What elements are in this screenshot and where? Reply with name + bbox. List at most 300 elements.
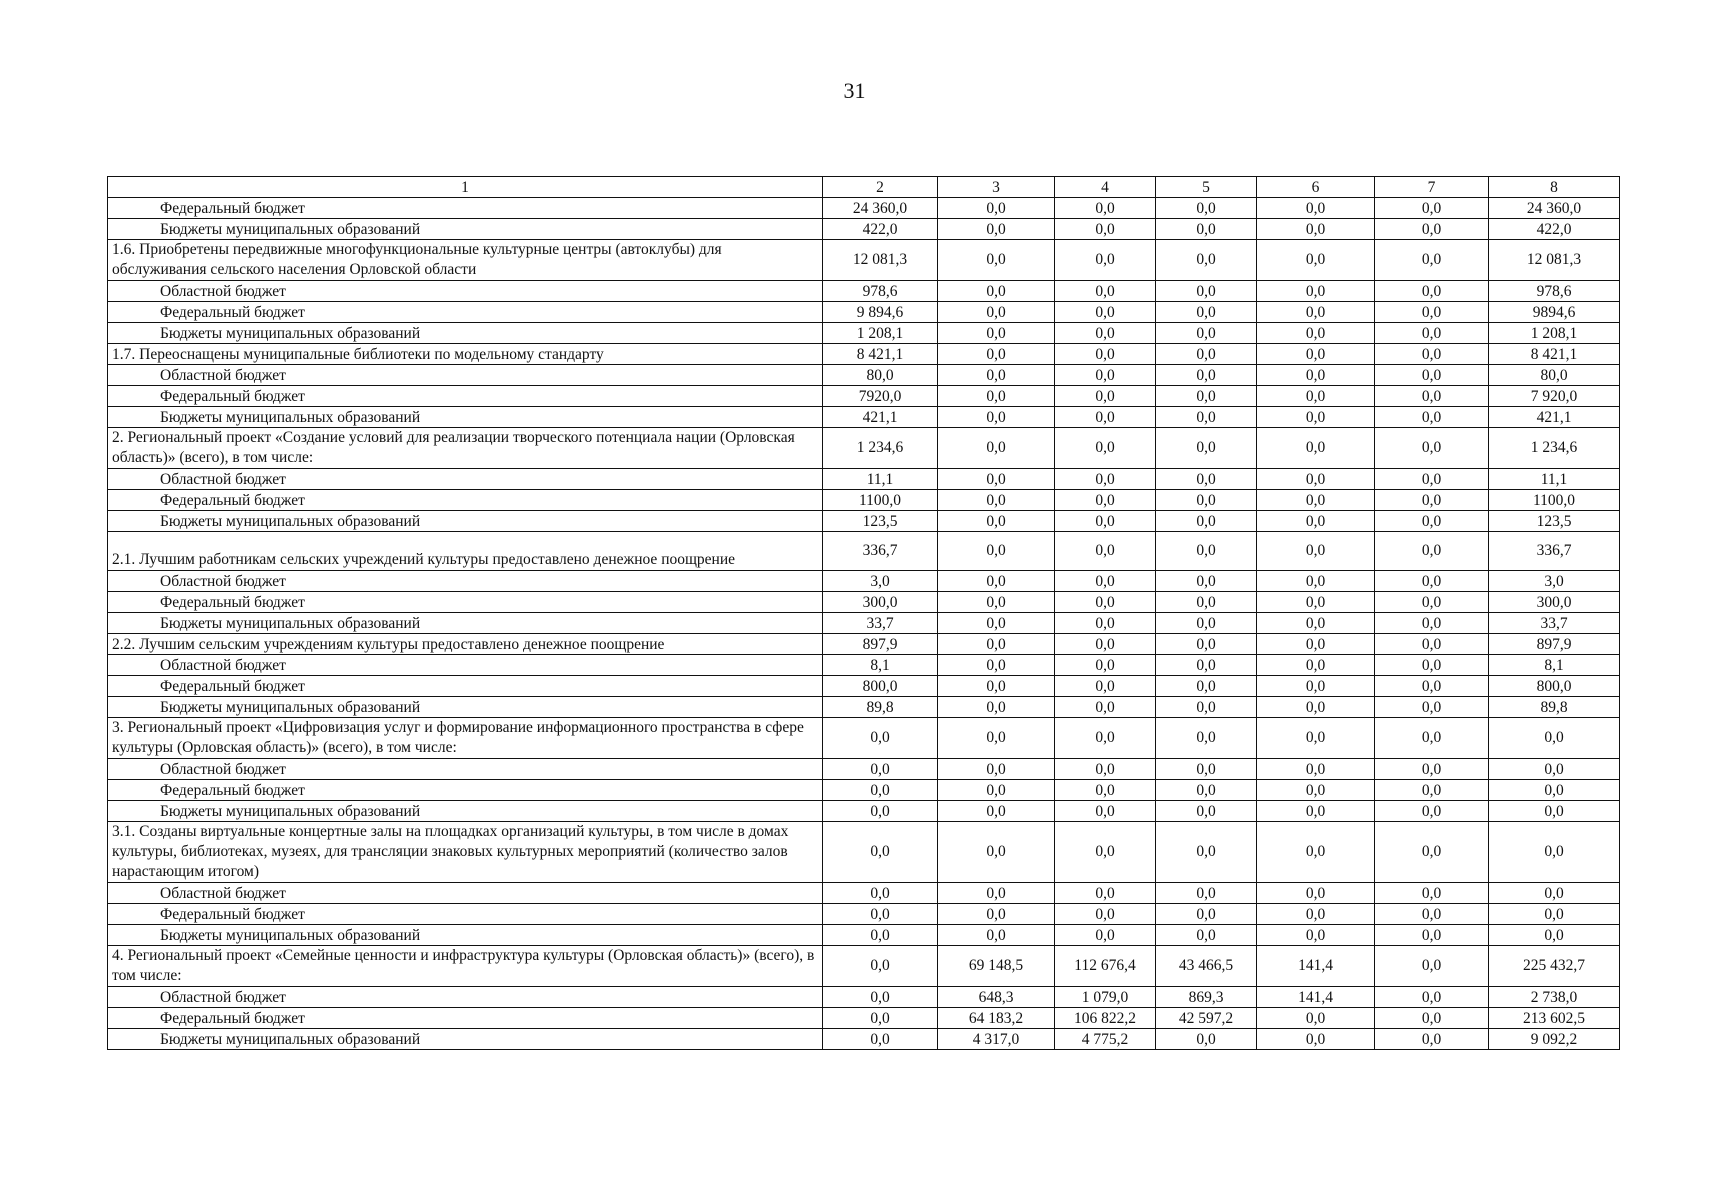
table-cell-col6: 0,0 <box>1257 428 1375 469</box>
table-cell-col8: 123,5 <box>1489 511 1620 532</box>
table-cell-col8: 12 081,3 <box>1489 240 1620 281</box>
table-cell-col3: 0,0 <box>938 634 1055 655</box>
table-cell-col3: 0,0 <box>938 344 1055 365</box>
table-cell-col8: 0,0 <box>1489 822 1620 883</box>
table-cell-col5: 0,0 <box>1156 281 1257 302</box>
table-cell-col7: 0,0 <box>1375 511 1489 532</box>
table-cell-col3: 0,0 <box>938 323 1055 344</box>
table-row <box>108 883 1620 904</box>
table-cell-col4: 0,0 <box>1055 904 1156 925</box>
budget-source-label: Областной бюджет <box>108 365 823 386</box>
budget-source-label: Бюджеты муниципальных образований <box>108 511 823 532</box>
table-cell-col8: 0,0 <box>1489 801 1620 822</box>
table-cell-col6: 0,0 <box>1257 281 1375 302</box>
table-cell-col6: 0,0 <box>1257 822 1375 883</box>
table-row <box>108 925 1620 946</box>
table-cell-col4: 0,0 <box>1055 240 1156 281</box>
table-cell-col2: 11,1 <box>823 469 938 490</box>
table-cell-col5: 0,0 <box>1156 1029 1257 1050</box>
table-cell-col5: 0,0 <box>1156 925 1257 946</box>
table-cell-col8: 0,0 <box>1489 718 1620 759</box>
table-cell-col5: 0,0 <box>1156 571 1257 592</box>
table-cell-col8: 2 738,0 <box>1489 987 1620 1008</box>
table-cell-col2: 3,0 <box>823 571 938 592</box>
table-cell-col5: 0,0 <box>1156 718 1257 759</box>
table-cell-col6: 0,0 <box>1257 469 1375 490</box>
table-cell-col4: 0,0 <box>1055 511 1156 532</box>
table-cell-col4: 0,0 <box>1055 634 1156 655</box>
budget-source-label: Областной бюджет <box>108 655 823 676</box>
table-cell-col3: 0,0 <box>938 219 1055 240</box>
budget-source-label: Федеральный бюджет <box>108 780 823 801</box>
table-cell-col3: 0,0 <box>938 822 1055 883</box>
table-cell-col3: 0,0 <box>938 780 1055 801</box>
table-cell-col5: 0,0 <box>1156 386 1257 407</box>
table-cell-col7: 0,0 <box>1375 592 1489 613</box>
budget-source-label: Бюджеты муниципальных образований <box>108 323 823 344</box>
table-cell-col6: 0,0 <box>1257 532 1375 571</box>
table-cell-col6: 0,0 <box>1257 571 1375 592</box>
table-cell-col3: 0,0 <box>938 469 1055 490</box>
table-body <box>108 198 1620 1050</box>
table-row <box>108 697 1620 718</box>
table-cell-col3: 0,0 <box>938 759 1055 780</box>
table-cell-col2: 800,0 <box>823 676 938 697</box>
table-cell-col7: 0,0 <box>1375 428 1489 469</box>
table-cell-col2: 0,0 <box>823 883 938 904</box>
item-label: 3. Региональный проект «Цифровизация услуг и формирование информационного пространства в сфере культуры (Орловская область)» (всего), в том числе: <box>108 718 823 759</box>
table-cell-col5: 0,0 <box>1156 240 1257 281</box>
table-cell-col5: 0,0 <box>1156 780 1257 801</box>
table-cell-col4: 0,0 <box>1055 198 1156 219</box>
table-cell-col7: 0,0 <box>1375 987 1489 1008</box>
budget-source-label: Бюджеты муниципальных образований <box>108 219 823 240</box>
table-cell-col2: 89,8 <box>823 697 938 718</box>
table-cell-col8: 7 920,0 <box>1489 386 1620 407</box>
table-row <box>108 634 1620 655</box>
table-cell-col2: 0,0 <box>823 801 938 822</box>
column-header: 1 <box>108 177 823 198</box>
table-row <box>108 532 1620 571</box>
budget-source-label: Бюджеты муниципальных образований <box>108 697 823 718</box>
column-header: 4 <box>1055 177 1156 198</box>
table-row <box>108 219 1620 240</box>
table-row <box>108 281 1620 302</box>
table-cell-col2: 123,5 <box>823 511 938 532</box>
table-cell-col6: 0,0 <box>1257 219 1375 240</box>
table-cell-col6: 0,0 <box>1257 1029 1375 1050</box>
table-cell-col3: 648,3 <box>938 987 1055 1008</box>
table-cell-col3: 0,0 <box>938 511 1055 532</box>
budget-source-label: Федеральный бюджет <box>108 198 823 219</box>
budget-source-label: Федеральный бюджет <box>108 386 823 407</box>
table-cell-col6: 0,0 <box>1257 365 1375 386</box>
table-cell-col6: 0,0 <box>1257 883 1375 904</box>
budget-source-label: Областной бюджет <box>108 469 823 490</box>
table-cell-col3: 0,0 <box>938 386 1055 407</box>
table-cell-col5: 0,0 <box>1156 323 1257 344</box>
table-cell-col7: 0,0 <box>1375 883 1489 904</box>
table-cell-col8: 897,9 <box>1489 634 1620 655</box>
table-cell-col6: 141,4 <box>1257 946 1375 987</box>
table-cell-col6: 141,4 <box>1257 987 1375 1008</box>
table-cell-col8: 0,0 <box>1489 759 1620 780</box>
table-cell-col3: 0,0 <box>938 801 1055 822</box>
table-cell-col2: 0,0 <box>823 1029 938 1050</box>
table-cell-col5: 0,0 <box>1156 801 1257 822</box>
table-row <box>108 490 1620 511</box>
table-cell-col2: 0,0 <box>823 1008 938 1029</box>
table-row <box>108 469 1620 490</box>
table-cell-col4: 106 822,2 <box>1055 1008 1156 1029</box>
table-cell-col2: 0,0 <box>823 718 938 759</box>
column-header: 3 <box>938 177 1055 198</box>
table-cell-col7: 0,0 <box>1375 1008 1489 1029</box>
table-cell-col6: 0,0 <box>1257 655 1375 676</box>
table-cell-col3: 0,0 <box>938 718 1055 759</box>
table-cell-col4: 0,0 <box>1055 571 1156 592</box>
table-cell-col7: 0,0 <box>1375 655 1489 676</box>
budget-source-label: Областной бюджет <box>108 281 823 302</box>
table-header-row <box>108 177 1620 198</box>
budget-source-label: Федеральный бюджет <box>108 1008 823 1029</box>
table-cell-col4: 0,0 <box>1055 281 1156 302</box>
table-cell-col2: 0,0 <box>823 987 938 1008</box>
table-cell-col7: 0,0 <box>1375 240 1489 281</box>
table-cell-col2: 1 208,1 <box>823 323 938 344</box>
table-cell-col5: 43 466,5 <box>1156 946 1257 987</box>
table-cell-col5: 0,0 <box>1156 676 1257 697</box>
table-cell-col5: 0,0 <box>1156 302 1257 323</box>
table-cell-col8: 422,0 <box>1489 219 1620 240</box>
table-cell-col8: 89,8 <box>1489 697 1620 718</box>
table-row <box>108 801 1620 822</box>
table-cell-col2: 897,9 <box>823 634 938 655</box>
table-cell-col3: 0,0 <box>938 925 1055 946</box>
column-header: 8 <box>1489 177 1620 198</box>
table-cell-col4: 0,0 <box>1055 365 1156 386</box>
table-cell-col3: 0,0 <box>938 532 1055 571</box>
table-cell-col6: 0,0 <box>1257 759 1375 780</box>
table-row <box>108 904 1620 925</box>
column-header: 6 <box>1257 177 1375 198</box>
table-cell-col7: 0,0 <box>1375 532 1489 571</box>
table-cell-col4: 0,0 <box>1055 655 1156 676</box>
table-cell-col5: 0,0 <box>1156 490 1257 511</box>
table-cell-col2: 8,1 <box>823 655 938 676</box>
column-header: 5 <box>1156 177 1257 198</box>
budget-table <box>107 176 1620 1050</box>
table-cell-col3: 64 183,2 <box>938 1008 1055 1029</box>
table-row <box>108 407 1620 428</box>
table-cell-col6: 0,0 <box>1257 718 1375 759</box>
budget-source-label: Областной бюджет <box>108 987 823 1008</box>
table-cell-col7: 0,0 <box>1375 281 1489 302</box>
item-label: 4. Региональный проект «Семейные ценности и инфраструктура культуры (Орловская область)» (всего), в том числе: <box>108 946 823 987</box>
table-cell-col4: 0,0 <box>1055 718 1156 759</box>
budget-source-label: Бюджеты муниципальных образований <box>108 1029 823 1050</box>
budget-source-label: Областной бюджет <box>108 759 823 780</box>
table-cell-col5: 0,0 <box>1156 592 1257 613</box>
table-cell-col5: 0,0 <box>1156 511 1257 532</box>
budget-source-label: Федеральный бюджет <box>108 490 823 511</box>
table-cell-col4: 0,0 <box>1055 925 1156 946</box>
table-cell-col4: 0,0 <box>1055 883 1156 904</box>
table-cell-col8: 24 360,0 <box>1489 198 1620 219</box>
table-cell-col4: 0,0 <box>1055 676 1156 697</box>
table-cell-col4: 0,0 <box>1055 323 1156 344</box>
table-cell-col2: 8 421,1 <box>823 344 938 365</box>
table-cell-col5: 0,0 <box>1156 613 1257 634</box>
table-cell-col6: 0,0 <box>1257 1008 1375 1029</box>
table-cell-col2: 33,7 <box>823 613 938 634</box>
table-cell-col2: 1100,0 <box>823 490 938 511</box>
table-cell-col8: 978,6 <box>1489 281 1620 302</box>
table-cell-col5: 0,0 <box>1156 822 1257 883</box>
table-row <box>108 344 1620 365</box>
table-cell-col5: 0,0 <box>1156 219 1257 240</box>
table-cell-col4: 0,0 <box>1055 780 1156 801</box>
table-row <box>108 822 1620 883</box>
table-cell-col5: 0,0 <box>1156 697 1257 718</box>
table-cell-col7: 0,0 <box>1375 302 1489 323</box>
budget-source-label: Федеральный бюджет <box>108 904 823 925</box>
table-cell-col4: 0,0 <box>1055 822 1156 883</box>
table-row <box>108 1008 1620 1029</box>
table-cell-col5: 42 597,2 <box>1156 1008 1257 1029</box>
item-label: 3.1. Созданы виртуальные концертные залы на площадках организаций культуры, в том числе в домах культуры, библиотеках, музеях, для трансляции знаковых культурных мероприятий (количество залов нарастающим итогом) <box>108 822 823 883</box>
table-cell-col2: 1 234,6 <box>823 428 938 469</box>
table-cell-col2: 0,0 <box>823 822 938 883</box>
table-cell-col3: 4 317,0 <box>938 1029 1055 1050</box>
table-cell-col4: 0,0 <box>1055 344 1156 365</box>
table-cell-col2: 12 081,3 <box>823 240 938 281</box>
table-cell-col3: 0,0 <box>938 697 1055 718</box>
table-cell-col7: 0,0 <box>1375 469 1489 490</box>
table-cell-col6: 0,0 <box>1257 780 1375 801</box>
table-cell-col3: 0,0 <box>938 571 1055 592</box>
table-cell-col8: 213 602,5 <box>1489 1008 1620 1029</box>
table-cell-col7: 0,0 <box>1375 634 1489 655</box>
table-cell-col6: 0,0 <box>1257 386 1375 407</box>
table-cell-col7: 0,0 <box>1375 925 1489 946</box>
table-cell-col7: 0,0 <box>1375 571 1489 592</box>
table-row <box>108 946 1620 987</box>
table-cell-col5: 0,0 <box>1156 407 1257 428</box>
table-cell-col3: 0,0 <box>938 240 1055 281</box>
table-row <box>108 323 1620 344</box>
table-cell-col4: 4 775,2 <box>1055 1029 1156 1050</box>
table-cell-col8: 0,0 <box>1489 904 1620 925</box>
table-cell-col6: 0,0 <box>1257 407 1375 428</box>
table-cell-col5: 0,0 <box>1156 344 1257 365</box>
table-cell-col7: 0,0 <box>1375 718 1489 759</box>
table-cell-col7: 0,0 <box>1375 407 1489 428</box>
budget-source-label: Бюджеты муниципальных образований <box>108 407 823 428</box>
table-cell-col3: 0,0 <box>938 904 1055 925</box>
table-cell-col5: 869,3 <box>1156 987 1257 1008</box>
table-row <box>108 592 1620 613</box>
table-cell-col7: 0,0 <box>1375 904 1489 925</box>
budget-source-label: Федеральный бюджет <box>108 592 823 613</box>
budget-source-label: Областной бюджет <box>108 571 823 592</box>
table-cell-col5: 0,0 <box>1156 532 1257 571</box>
table-cell-col2: 421,1 <box>823 407 938 428</box>
table-cell-col8: 3,0 <box>1489 571 1620 592</box>
table-cell-col8: 1100,0 <box>1489 490 1620 511</box>
table-cell-col6: 0,0 <box>1257 198 1375 219</box>
table-cell-col6: 0,0 <box>1257 697 1375 718</box>
table-row <box>108 240 1620 281</box>
item-label: 1.7. Переоснащены муниципальные библиотеки по модельному стандарту <box>108 344 823 365</box>
table-cell-col6: 0,0 <box>1257 634 1375 655</box>
budget-source-label: Бюджеты муниципальных образований <box>108 801 823 822</box>
table-cell-col6: 0,0 <box>1257 490 1375 511</box>
table-cell-col7: 0,0 <box>1375 365 1489 386</box>
table-cell-col6: 0,0 <box>1257 511 1375 532</box>
table-cell-col5: 0,0 <box>1156 365 1257 386</box>
table-cell-col8: 9894,6 <box>1489 302 1620 323</box>
table-cell-col7: 0,0 <box>1375 490 1489 511</box>
table-cell-col8: 80,0 <box>1489 365 1620 386</box>
table-row <box>108 759 1620 780</box>
table-row <box>108 386 1620 407</box>
budget-source-label: Областной бюджет <box>108 883 823 904</box>
table-cell-col6: 0,0 <box>1257 323 1375 344</box>
table-cell-col7: 0,0 <box>1375 801 1489 822</box>
table-cell-col7: 0,0 <box>1375 780 1489 801</box>
table-row <box>108 302 1620 323</box>
table-cell-col2: 7920,0 <box>823 386 938 407</box>
table-cell-col4: 0,0 <box>1055 428 1156 469</box>
table-cell-col4: 0,0 <box>1055 386 1156 407</box>
table-cell-col2: 0,0 <box>823 946 938 987</box>
table-cell-col8: 9 092,2 <box>1489 1029 1620 1050</box>
budget-source-label: Федеральный бюджет <box>108 676 823 697</box>
table-cell-col5: 0,0 <box>1156 428 1257 469</box>
column-header: 7 <box>1375 177 1489 198</box>
table-row <box>108 613 1620 634</box>
table-cell-col2: 422,0 <box>823 219 938 240</box>
table-cell-col4: 0,0 <box>1055 469 1156 490</box>
table-cell-col4: 0,0 <box>1055 219 1156 240</box>
table-cell-col3: 0,0 <box>938 302 1055 323</box>
table-row <box>108 511 1620 532</box>
table-cell-col7: 0,0 <box>1375 946 1489 987</box>
table-cell-col7: 0,0 <box>1375 198 1489 219</box>
table-cell-col3: 0,0 <box>938 428 1055 469</box>
table-cell-col6: 0,0 <box>1257 904 1375 925</box>
table-row <box>108 428 1620 469</box>
table-cell-col7: 0,0 <box>1375 822 1489 883</box>
table-cell-col8: 0,0 <box>1489 925 1620 946</box>
table-cell-col3: 0,0 <box>938 407 1055 428</box>
table-cell-col2: 0,0 <box>823 759 938 780</box>
item-label: 2.1. Лучшим работникам сельских учреждений культуры предоставлено денежное поощрение <box>108 532 823 571</box>
table-cell-col5: 0,0 <box>1156 759 1257 780</box>
table-cell-col7: 0,0 <box>1375 759 1489 780</box>
table-cell-col3: 0,0 <box>938 198 1055 219</box>
table-cell-col2: 80,0 <box>823 365 938 386</box>
table-cell-col8: 11,1 <box>1489 469 1620 490</box>
table-cell-col4: 0,0 <box>1055 759 1156 780</box>
table-cell-col8: 1 234,6 <box>1489 428 1620 469</box>
table-cell-col8: 8,1 <box>1489 655 1620 676</box>
budget-source-label: Федеральный бюджет <box>108 302 823 323</box>
table-cell-col5: 0,0 <box>1156 198 1257 219</box>
table-cell-col8: 300,0 <box>1489 592 1620 613</box>
table-cell-col8: 421,1 <box>1489 407 1620 428</box>
table-cell-col7: 0,0 <box>1375 676 1489 697</box>
table-cell-col7: 0,0 <box>1375 1029 1489 1050</box>
table-cell-col7: 0,0 <box>1375 323 1489 344</box>
column-header: 2 <box>823 177 938 198</box>
table-cell-col5: 0,0 <box>1156 904 1257 925</box>
table-cell-col6: 0,0 <box>1257 676 1375 697</box>
table-row <box>108 571 1620 592</box>
table-cell-col8: 800,0 <box>1489 676 1620 697</box>
table-cell-col4: 0,0 <box>1055 592 1156 613</box>
table-cell-col5: 0,0 <box>1156 883 1257 904</box>
table-cell-col7: 0,0 <box>1375 344 1489 365</box>
table-cell-col4: 112 676,4 <box>1055 946 1156 987</box>
table-cell-col8: 0,0 <box>1489 883 1620 904</box>
table-row <box>108 1029 1620 1050</box>
table-row <box>108 365 1620 386</box>
table-cell-col6: 0,0 <box>1257 801 1375 822</box>
table-cell-col6: 0,0 <box>1257 240 1375 281</box>
table-cell-col5: 0,0 <box>1156 469 1257 490</box>
table-cell-col2: 24 360,0 <box>823 198 938 219</box>
table-cell-col2: 300,0 <box>823 592 938 613</box>
table-cell-col4: 0,0 <box>1055 801 1156 822</box>
table-cell-col8: 33,7 <box>1489 613 1620 634</box>
table-cell-col3: 0,0 <box>938 676 1055 697</box>
table-cell-col8: 0,0 <box>1489 780 1620 801</box>
table-cell-col6: 0,0 <box>1257 592 1375 613</box>
table-cell-col6: 0,0 <box>1257 613 1375 634</box>
table-cell-col8: 8 421,1 <box>1489 344 1620 365</box>
table-cell-col2: 0,0 <box>823 780 938 801</box>
table-row <box>108 655 1620 676</box>
page-number: 31 <box>843 78 866 103</box>
budget-source-label: Бюджеты муниципальных образований <box>108 925 823 946</box>
item-label: 2. Региональный проект «Создание условий для реализации творческого потенциала нации (Орловская область)» (всего), в том числе: <box>108 428 823 469</box>
budget-source-label: Бюджеты муниципальных образований <box>108 613 823 634</box>
table-row <box>108 718 1620 759</box>
table-cell-col8: 1 208,1 <box>1489 323 1620 344</box>
table-cell-col3: 0,0 <box>938 655 1055 676</box>
table-cell-col6: 0,0 <box>1257 344 1375 365</box>
table-row <box>108 198 1620 219</box>
table-cell-col4: 0,0 <box>1055 490 1156 511</box>
table-cell-col2: 0,0 <box>823 925 938 946</box>
table-row <box>108 676 1620 697</box>
table-cell-col4: 0,0 <box>1055 613 1156 634</box>
item-label: 2.2. Лучшим сельским учреждениям культуры предоставлено денежное поощрение <box>108 634 823 655</box>
table-cell-col2: 0,0 <box>823 904 938 925</box>
table-cell-col8: 336,7 <box>1489 532 1620 571</box>
table-cell-col2: 336,7 <box>823 532 938 571</box>
table-cell-col2: 9 894,6 <box>823 302 938 323</box>
table-cell-col3: 0,0 <box>938 365 1055 386</box>
table-cell-col5: 0,0 <box>1156 634 1257 655</box>
table-cell-col3: 0,0 <box>938 490 1055 511</box>
table-cell-col3: 0,0 <box>938 281 1055 302</box>
table-cell-col7: 0,0 <box>1375 219 1489 240</box>
table-row <box>108 780 1620 801</box>
table-cell-col6: 0,0 <box>1257 925 1375 946</box>
